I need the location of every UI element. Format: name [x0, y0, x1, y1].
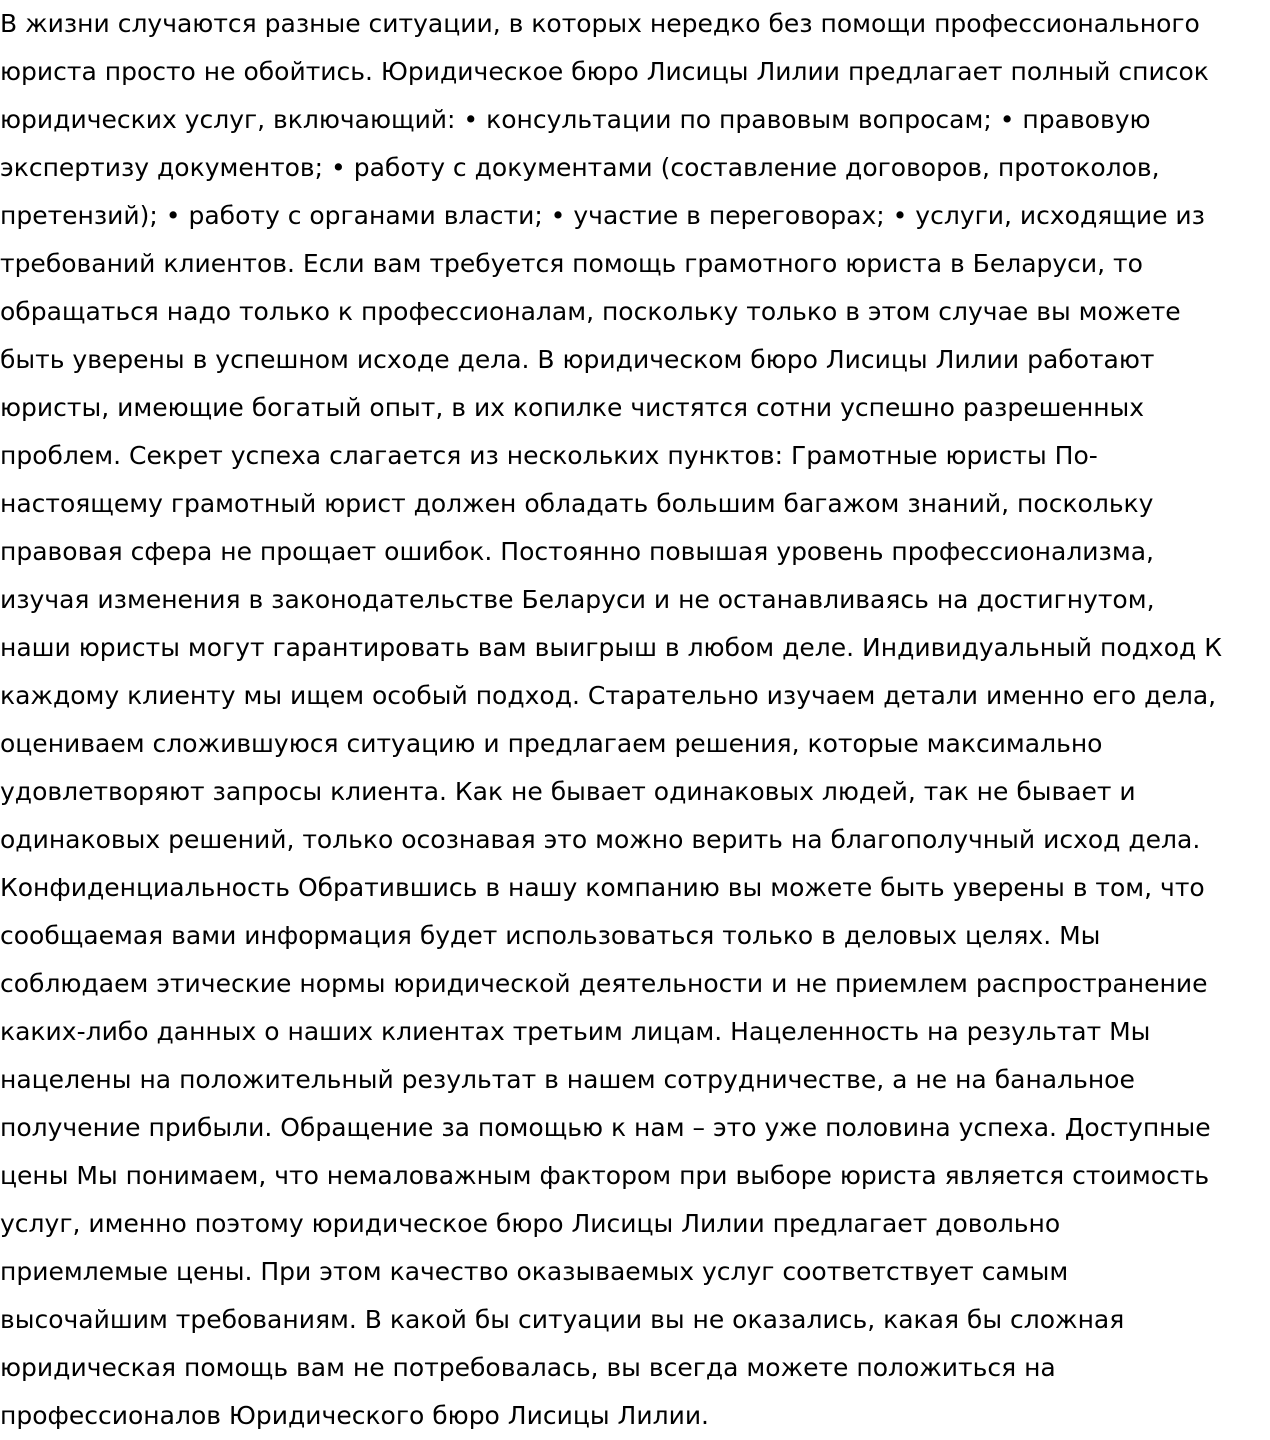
article-line: услуг, именно поэтому юридическое бюро Лисицы Лилии предлагает довольно [0, 1209, 1061, 1238]
article-line: юридическая помощь вам не потребовалась, вы всегда можете положиться на [0, 1353, 1056, 1382]
article-line: цены Мы понимаем, что немаловажным фактором при выборе юриста является стоимость [0, 1161, 1210, 1190]
article-line: соблюдаем этические нормы юридической деятельности и не приемлем распространение [0, 969, 1208, 998]
article-line: быть уверены в успешном исходе дела. В юридическом бюро Лисицы Лилии работают [0, 345, 1155, 374]
article-line: правовая сфера не прощает ошибок. Постоянно повышая уровень профессионализма, [0, 537, 1154, 566]
article-line: высочайшим требованиям. В какой бы ситуации вы не оказались, какая бы сложная [0, 1305, 1125, 1334]
article-line: юридических услуг, включающий: • консультации по правовым вопросам; • правовую [0, 105, 1151, 134]
article-line: юристы, имеющие богатый опыт, в их копилке чистятся сотни успешно разрешенных [0, 393, 1145, 422]
article-line: настоящему грамотный юрист должен обладать большим багажом знаний, поскольку [0, 489, 1154, 518]
article-line: Конфиденциальность Обратившись в нашу компанию вы можете быть уверены в том, что [0, 873, 1205, 902]
article-line: каждому клиенту мы ищем особый подход. Старательно изучаем детали именно его дела, [0, 681, 1217, 710]
article-line: одинаковых решений, только осознавая это можно верить на благополучный исход дела. [0, 825, 1201, 854]
article-line: требований клиентов. Если вам требуется помощь грамотного юриста в Беларуси, то [0, 249, 1143, 278]
article-line: приемлемые цены. При этом качество оказываемых услуг соответствует самым [0, 1257, 1069, 1286]
article-line: профессионалов Юридического бюро Лисицы Лилии. [0, 1401, 710, 1430]
article-line: сообщаемая вами информация будет использоваться только в деловых целях. Мы [0, 921, 1101, 950]
article-line: удовлетворяют запросы клиента. Как не бывает одинаковых людей, так не бывает и [0, 777, 1136, 806]
article-line: каких-либо данных о наших клиентах третьим лицам. Нацеленность на результат Мы [0, 1017, 1151, 1046]
article-line: претензий); • работу с органами власти; • участие в переговорах; • услуги, исходящие из [0, 201, 1205, 230]
article-line: проблем. Секрет успеха слагается из нескольких пунктов: Грамотные юристы По- [0, 441, 1098, 470]
article-line: нацелены на положительный результат в нашем сотрудничестве, а не на банальное [0, 1065, 1135, 1094]
article-line: получение прибыли. Обращение за помощью к нам – это уже половина успеха. Доступные [0, 1113, 1211, 1142]
article-line: экспертизу документов; • работу с документами (составление договоров, протоколов, [0, 153, 1160, 182]
article-line: изучая изменения в законодательстве Беларуси и не останавливаясь на достигнутом, [0, 585, 1155, 614]
article-line: оцениваем сложившуюся ситуацию и предлагаем решения, которые максимально [0, 729, 1103, 758]
article-line: наши юристы могут гарантировать вам выигрыш в любом деле. Индивидуальный подход К [0, 633, 1222, 662]
article-line: обращаться надо только к профессионалам, поскольку только в этом случае вы можете [0, 297, 1181, 326]
article-line: юриста просто не обойтись. Юридическое бюро Лисицы Лилии предлагает полный список [0, 57, 1209, 86]
article-line: В жизни случаются разные ситуации, в которых нередко без помощи профессионального [0, 9, 1200, 38]
